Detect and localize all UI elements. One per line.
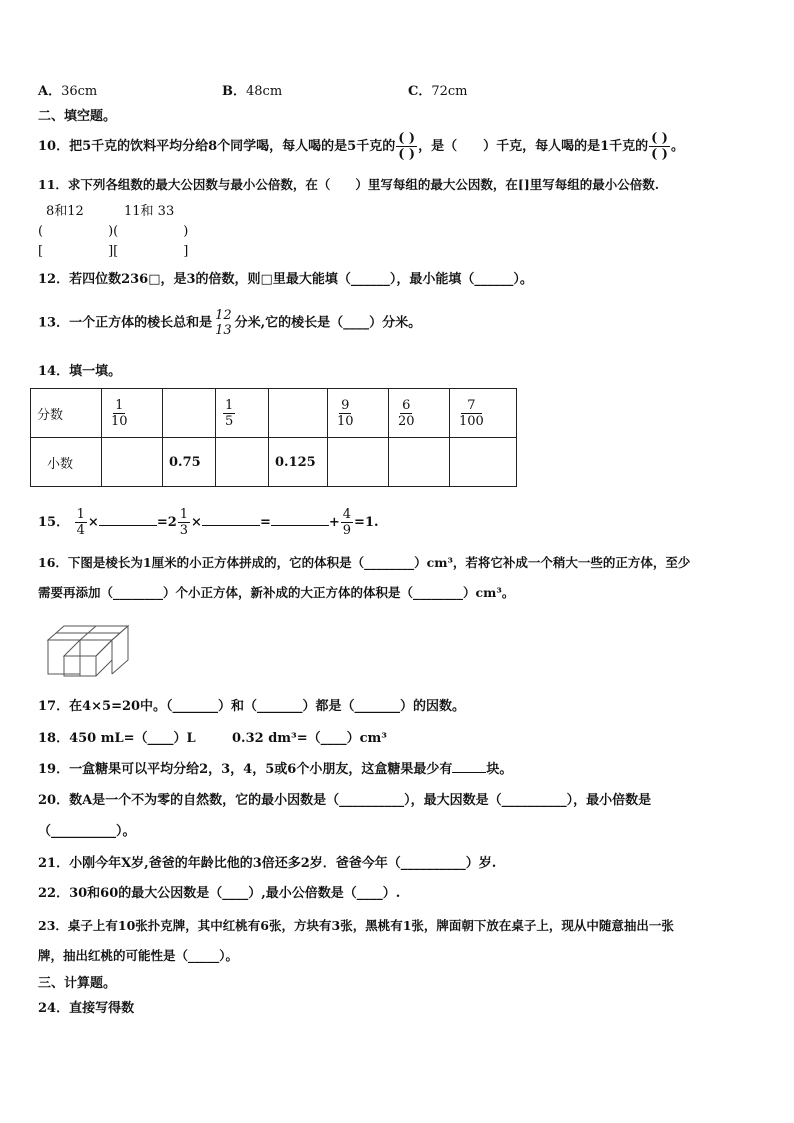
times-sign: × <box>87 515 99 530</box>
table-row-fractions <box>31 389 517 438</box>
q11-pair-2: 11和 33 <box>124 204 175 219</box>
question-16 <box>38 555 690 570</box>
q10-frac1-den: ( ) <box>398 147 416 162</box>
cell-fraction <box>109 399 130 428</box>
question-15 <box>38 508 379 537</box>
table-cell <box>450 389 517 438</box>
frac-num: 6 <box>402 397 411 413</box>
q23-number: 23． <box>38 918 68 933</box>
option-b-value: 48cm <box>246 84 283 99</box>
table-cell <box>102 389 163 438</box>
q24-text: 直接写得数 <box>69 1001 135 1016</box>
q10-frac2-den: ( ) <box>651 147 668 162</box>
q18-text-1: 450 mL=（____）L <box>69 731 196 746</box>
fraction-decimal-table <box>30 388 517 487</box>
q23-line-1: 桌子上有10张扑克牌，其中红桃有6张，方块有3张，黑桃有1张，牌面朝下放在桌子上，现从中随意抽出一张 <box>67 918 674 933</box>
q11-paren-row: ( )( ) <box>38 224 189 239</box>
q22-number: 22． <box>38 886 70 901</box>
q10-frac1-num: ( ) <box>398 131 416 146</box>
question-23 <box>38 918 674 933</box>
frac-num: 1 <box>115 397 124 413</box>
answer-blank[interactable] <box>271 525 329 526</box>
frac-num: 1 <box>179 507 189 522</box>
plus-sign: + <box>328 515 340 530</box>
q10-fraction-2 <box>649 132 670 161</box>
question-13 <box>38 309 421 337</box>
question-20 <box>38 793 651 809</box>
q18-text-2: 0.32 dm³=（____）cm³ <box>232 731 387 746</box>
table-cell-empty <box>269 389 328 438</box>
q19-number: 19． <box>38 762 70 777</box>
q20-line-1: 数A是一个不为零的自然数，它的最小因数是（__________），最大因数是（__________），最小倍数是 <box>69 793 652 808</box>
q24-number: 24． <box>38 1001 70 1016</box>
table-cell-decimal: 0.125 <box>269 438 328 487</box>
cube-figure <box>44 616 136 680</box>
question-21 <box>38 856 496 872</box>
option-b <box>222 84 282 100</box>
q15-end: =1. <box>354 515 379 530</box>
q11-number: 11． <box>38 177 68 192</box>
q10-text-3: 。 <box>670 139 684 154</box>
option-a <box>38 84 97 100</box>
frac-den: 20 <box>398 413 415 429</box>
question-17 <box>38 699 465 715</box>
answer-blank[interactable] <box>202 525 260 526</box>
q15-whole: 2 <box>167 515 177 530</box>
table-cell-empty <box>102 438 163 487</box>
frac-den: 5 <box>225 413 234 429</box>
cell-fraction <box>457 399 486 428</box>
q10-number: 10． <box>38 139 70 154</box>
q17-text: 在4×5=20中。（_______）和（_______）都是（_______）的因数。 <box>69 699 466 714</box>
question-10 <box>38 132 684 161</box>
q16-number: 16． <box>38 555 68 570</box>
equals-sign: = <box>156 515 168 530</box>
q19-text-2: 块。 <box>486 762 513 777</box>
cell-fraction <box>396 399 417 428</box>
q13-number: 13． <box>38 315 70 331</box>
table-cell <box>389 389 450 438</box>
table-cell <box>328 389 389 438</box>
section-fill-heading: 二、填空题。 <box>38 109 117 124</box>
table-cell-empty <box>163 389 216 438</box>
q11-bracket-row: [ ][ ] <box>38 244 189 259</box>
q16-line-1: 下图是棱长为1厘米的小正方体拼成的，它的体积是（________）cm³，若将它补成一个稍大一些的正方体，至少 <box>67 555 691 570</box>
frac-den: 10 <box>111 413 128 429</box>
q10-text-2: ，是（ ）千克，每人喝的是1千克的 <box>418 139 649 154</box>
section-calc-heading: 三、计算题。 <box>38 976 117 991</box>
frac-den: 10 <box>337 413 354 429</box>
q13-frac-den: 13 <box>215 323 232 338</box>
q13-text-2: 分米,它的棱长是（____）分米。 <box>234 315 422 331</box>
frac-den: 100 <box>459 413 484 429</box>
cell-fraction <box>223 399 235 428</box>
answer-blank[interactable] <box>452 772 486 773</box>
q11-pair-1: 8和12 <box>46 204 84 219</box>
table-row-decimals <box>31 438 517 487</box>
q15-number: 15． <box>38 515 70 530</box>
q16-line-2: 需要再添加（________）个小正方体，新补成的大正方体的体积是（________）cm³。 <box>38 585 515 600</box>
option-c-value: 72cm <box>431 84 468 99</box>
q22-text: 30和60的最大公因数是（____）,最小公倍数是（____）. <box>69 886 401 901</box>
cell-fraction <box>335 399 356 428</box>
q19-text-1: 一盒糖果可以平均分给2，3，4，5或6个小朋友，这盒糖果最少有 <box>69 762 453 777</box>
q14-number: 14． <box>38 364 70 379</box>
q13-text-1: 一个正方体的棱长总和是 <box>69 315 213 331</box>
option-c-label: C． <box>408 84 432 99</box>
frac-num: 1 <box>76 507 85 522</box>
question-24 <box>38 1001 134 1017</box>
frac-den: 9 <box>342 523 352 538</box>
option-c <box>408 84 468 100</box>
row-label-decimal: 小数 <box>31 438 102 487</box>
frac-den: 4 <box>76 523 85 538</box>
q12-text: 若四位数236□，是3的倍数，则□里最大能填（______），最小能填（______）。 <box>69 272 533 287</box>
q10-frac2-num: ( ) <box>651 131 668 146</box>
q13-frac-num: 12 <box>215 308 232 323</box>
question-12 <box>38 272 533 288</box>
question-11 <box>38 177 659 192</box>
q15-fraction-3 <box>341 508 353 537</box>
option-b-label: B． <box>222 84 246 99</box>
q14-text: 填一填。 <box>69 364 122 379</box>
q18-number: 18． <box>38 731 70 746</box>
question-19 <box>38 762 512 778</box>
q13-fraction <box>213 309 234 337</box>
q15-fraction-2 <box>178 508 190 537</box>
table-cell-decimal: 0.75 <box>163 438 216 487</box>
q23-line-2: 牌，抽出红桃的可能性是（_____）。 <box>38 948 239 963</box>
times-sign: × <box>191 515 202 530</box>
equals-sign: = <box>259 515 271 530</box>
question-18 <box>38 731 196 747</box>
option-a-value: 36cm <box>61 84 98 99</box>
q11-text: 求下列各组数的最大公因数与最小公倍数，在（ ）里写每组的最大公因数，在[]里写每组的最小公倍数. <box>67 177 660 192</box>
frac-num: 7 <box>461 399 481 414</box>
question-14 <box>38 364 121 380</box>
q21-number: 21． <box>38 856 70 871</box>
table-cell-empty <box>389 438 450 487</box>
frac-num: 9 <box>341 397 350 413</box>
q10-fraction-1 <box>396 132 417 161</box>
frac-den: 3 <box>179 523 189 538</box>
table-cell-empty <box>450 438 517 487</box>
option-a-label: A． <box>38 84 62 99</box>
q17-number: 17． <box>38 699 70 714</box>
q20-number: 20． <box>38 793 70 808</box>
question-22 <box>38 886 400 902</box>
q15-fraction-1 <box>75 508 87 537</box>
table-cell <box>216 389 269 438</box>
frac-num: 1 <box>225 397 234 413</box>
q12-number: 12． <box>38 272 70 287</box>
table-cell-empty <box>328 438 389 487</box>
q20-line-2: （__________）。 <box>38 824 136 839</box>
q10-text-1: 把5千克的饮料平均分给8个同学喝，每人喝的是5千克的 <box>69 139 396 154</box>
answer-blank[interactable] <box>99 525 157 526</box>
q21-text: 小刚今年X岁,爸爸的年龄比他的3倍还多2岁．爸爸今年（__________）岁. <box>69 856 497 871</box>
table-cell-empty <box>216 438 269 487</box>
row-label-fraction: 分数 <box>31 389 102 438</box>
frac-num: 4 <box>342 507 352 522</box>
